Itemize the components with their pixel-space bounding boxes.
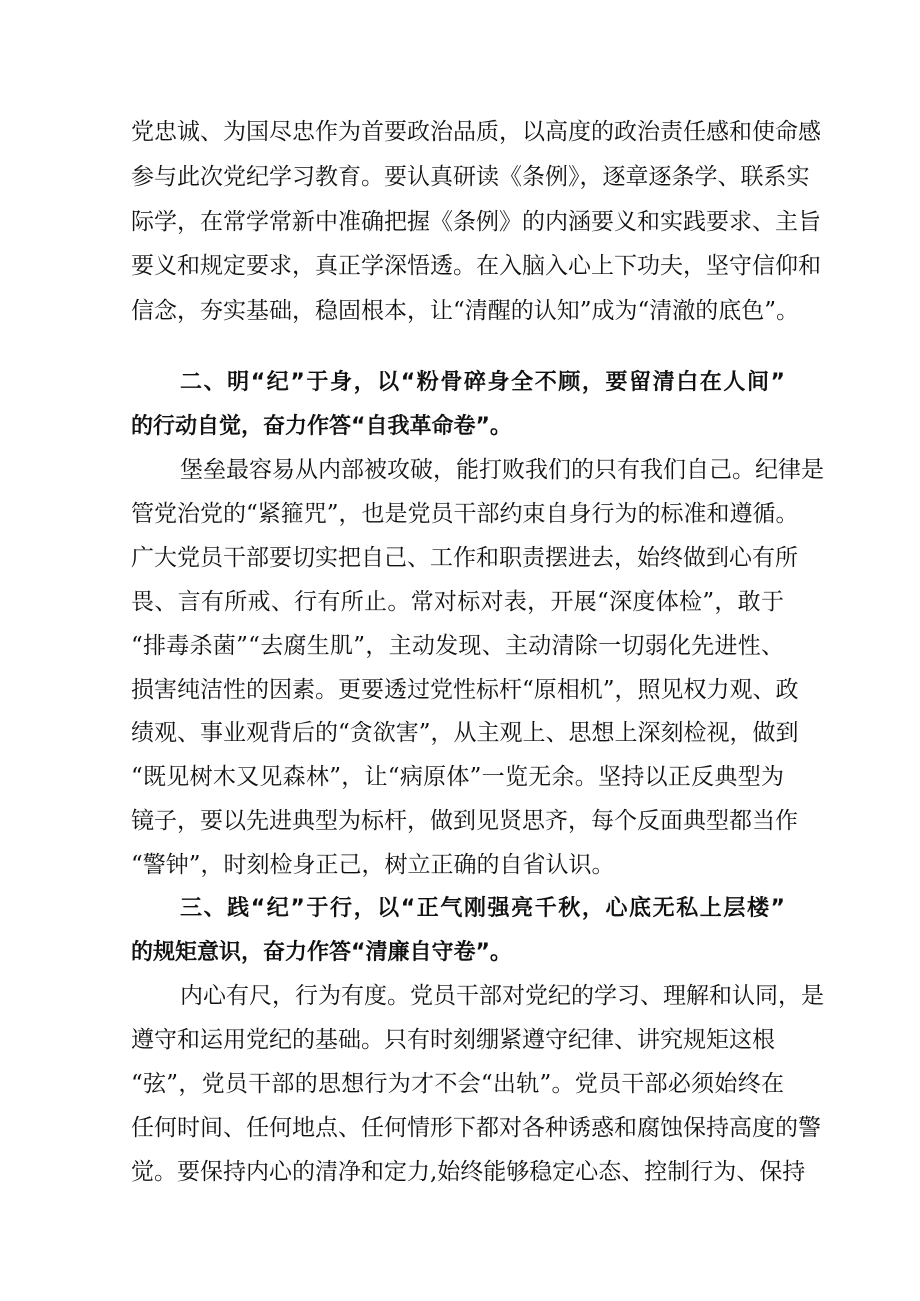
paragraph-line: 觉。要保持内心的清净和定力,始终能够稳定心态、控制行为、保持	[131, 1159, 806, 1185]
section-heading-line: 的行动自觉，奋力作答“自我革命卷”。	[131, 414, 512, 439]
paragraph-line: 畏、言有所戒、行有所止。常对标对表，开展“深度体检”，敢于	[131, 589, 785, 615]
paragraph-line: 内心有尺，行为有度。党员干部对党纪的学习、理解和认同，是	[180, 983, 824, 1009]
paragraph-line: 党忠诚、为国尽忠作为首要政治品质，以高度的政治责任感和使命感	[131, 119, 821, 145]
paragraph-line: 要义和规定要求，真正学深悟透。在入脑入心上下功夫，坚守信仰和	[131, 253, 821, 279]
paragraph-line: 广大党员干部要切实把自己、工作和职责摆进去，始终做到心有所	[131, 545, 798, 571]
paragraph-line: “排毒杀菌”“去腐生肌”，主动发现、主动清除一切弱化先进性、	[131, 633, 785, 659]
paragraph-line: 参与此次党纪学习教育。要认真研读《条例》，逐章逐条学、联系实	[131, 164, 810, 190]
paragraph-line: 镜子，要以先进典型为标杆，做到见贤思齐，每个反面典型都当作	[131, 808, 798, 834]
section-heading-line: 的规矩意识，奋力作答“清廉自守卷”。	[131, 940, 512, 965]
paragraph-line: “弦”，党员干部的思想行为才不会“出轨”。党员干部必须始终在	[131, 1071, 785, 1097]
paragraph-line: “既见树木又见森林”，让“病原体”一览无余。坚持以正反典型为	[131, 764, 785, 790]
section-heading-line: 三、践“纪”于行，以“正气刚强亮千秋，心底无私上层楼”	[180, 896, 787, 921]
paragraph-line: “警钟”，时刻检身正己，树立正确的自省认识。	[131, 852, 615, 878]
paragraph-line: 际学，在常学常新中准确把握《条例》的内涵要义和实践要求、主旨	[131, 209, 821, 235]
paragraph-line: 遵守和运用党纪的基础。只有时刻绷紧遵守纪律、讲究规矩这根	[131, 1027, 775, 1053]
section-heading-line: 二、明“纪”于身，以“粉骨碎身全不顾，要留清白在人间”	[180, 370, 787, 395]
paragraph-line: 损害纯洁性的因素。更要透过党性标杆“原相机”，照见权力观、政	[131, 677, 799, 703]
paragraph-line: 堡垒最容易从内部被攻破，能打败我们的只有我们自己。纪律是	[180, 457, 824, 483]
paragraph-line: 管党治党的“紧箍咒”，也是党员干部约束自身行为的标准和遵循。	[131, 501, 799, 527]
paragraph-line: 任何时间、任何地点、任何情形下都对各种诱惑和腐蚀保持高度的警	[131, 1115, 821, 1141]
paragraph-line: 绩观、事业观背后的“贪欲害”，从主观上、思想上深刻检视，做到	[131, 720, 799, 746]
paragraph-line: 信念，夯实基础，稳固根本，让“清醒的认知”成为“清澈的底色”。	[131, 298, 800, 324]
